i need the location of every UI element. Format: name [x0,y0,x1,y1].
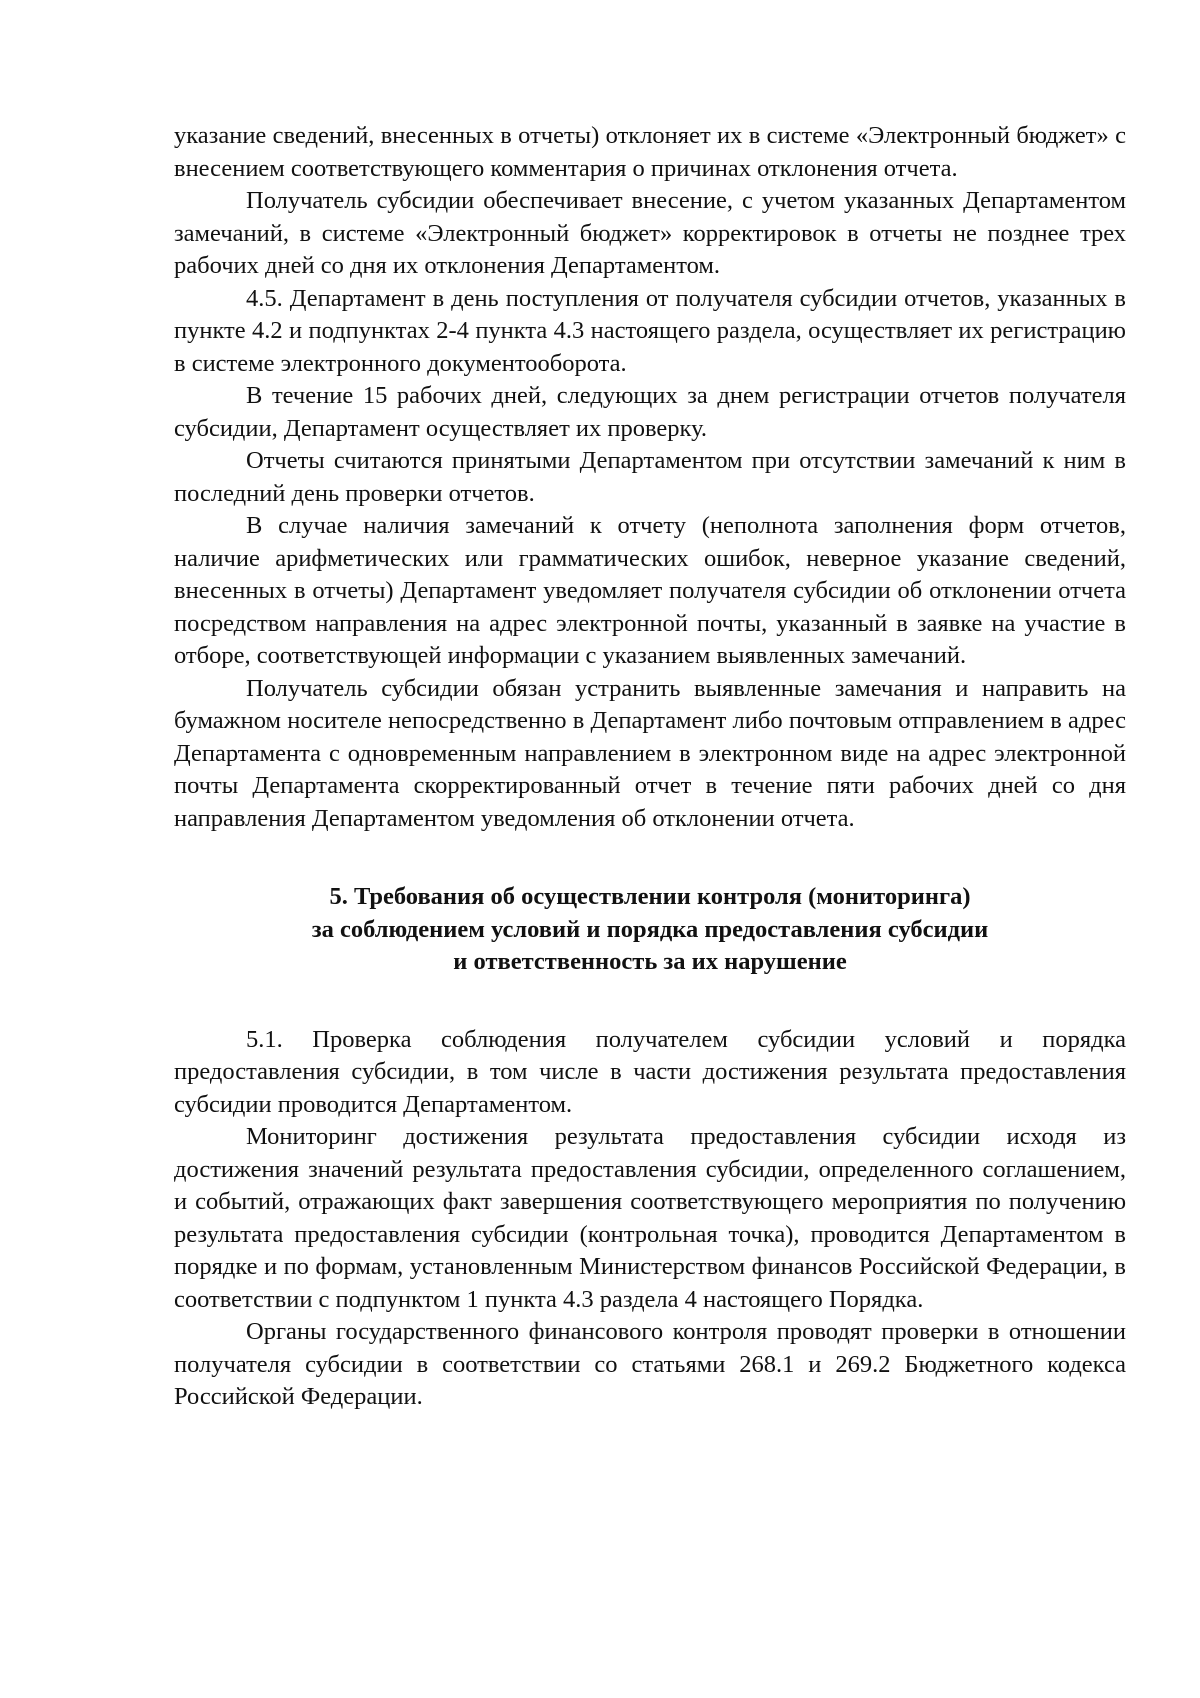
paragraph-recipient-corrections: Получатель субсидии обеспечивает внесение, с учетом указанных Департаментом замечаний, в системе «Электронный бюджет» корректировок в отчеты не позднее трех рабочих дней со дня их отклонения Департаментом. [174,187,1126,279]
section-heading-line-3: и ответственность за их нарушение [453,948,847,975]
paragraph-remarks-notification: В случае наличия замечаний к отчету (неполнота заполнения форм отчетов, наличие арифметических или грамматических ошибок, неверное указание сведений, внесенных в отчеты) Департамент уведомляет получателя субсидии об отклонении отчета посредством направления на адрес электронной почты, указанный в заявке на участие в отборе, соответствующей информации с указанием выявленных замечаний. [174,512,1126,669]
section-5-heading [174,881,1126,979]
document-page [174,120,1126,1414]
paragraph-monitoring: Мониторинг достижения результата предоставления субсидии исходя из достижения значений результата предоставления субсидии, определенного соглашением, и событий, отражающих факт завершения соответствующего мероприятия по получению результата предоставления субсидии (контрольная точка), проводится Департаментом в порядке и по формам, установленным Министерством финансов Российской Федерации, в соответствии с подпунктом 1 пункта 4.3 раздела 4 настоящего Порядка. [174,1123,1126,1313]
paragraph-recipient-obligation: Получатель субсидии обязан устранить выявленные замечания и направить на бумажном носителе непосредственно в Департамент либо почтовым отправлением в адрес Департамента с одновременным направлением в электронном виде на адрес электронной почты Департамента скорректированный отчет в течение пяти рабочих дней со дня направления Департаментом уведомления об отклонении отчета. [174,674,1126,832]
paragraph-4-5-registration: 4.5. Департамент в день поступления от получателя субсидии отчетов, указанных в пункте 4.2 и подпунктах 2-4 пункта 4.3 настоящего раздела, осуществляет их регистрацию в системе электронного документооборота. [174,284,1126,377]
section-heading-line-2: за соблюдением условий и порядка предоставления субсидии [311,915,989,943]
paragraph-reports-accepted: Отчеты считаются принятыми Департаментом при отсутствии замечаний к ним в последний день проверки отчетов. [174,447,1126,507]
section-heading-line-1: 5. Требования об осуществлении контроля (мониторинга) [329,883,971,910]
paragraph-rejection-continued: указание сведений, внесенных в отчеты) отклоняет их в системе «Электронный бюджет» с внесением соответствующего комментария о причинах отклонения отчета. [174,122,1126,182]
paragraph-review-period: В течение 15 рабочих дней, следующих за днем регистрации отчетов получателя субсидии, Департамент осуществляет их проверку. [174,382,1126,442]
paragraph-financial-control: Органы государственного финансового контроля проводят проверки в отношении получателя субсидии в соответствии со статьями 268.1 и 269.2 Бюджетного кодекса Российской Федерации. [174,1318,1126,1410]
paragraph-5-1-verification: 5.1. Проверка соблюдения получателем субсидии условий и порядка предоставления субсидии, в том числе в части достижения результата предоставления субсидии проводится Департаментом. [174,1025,1126,1118]
